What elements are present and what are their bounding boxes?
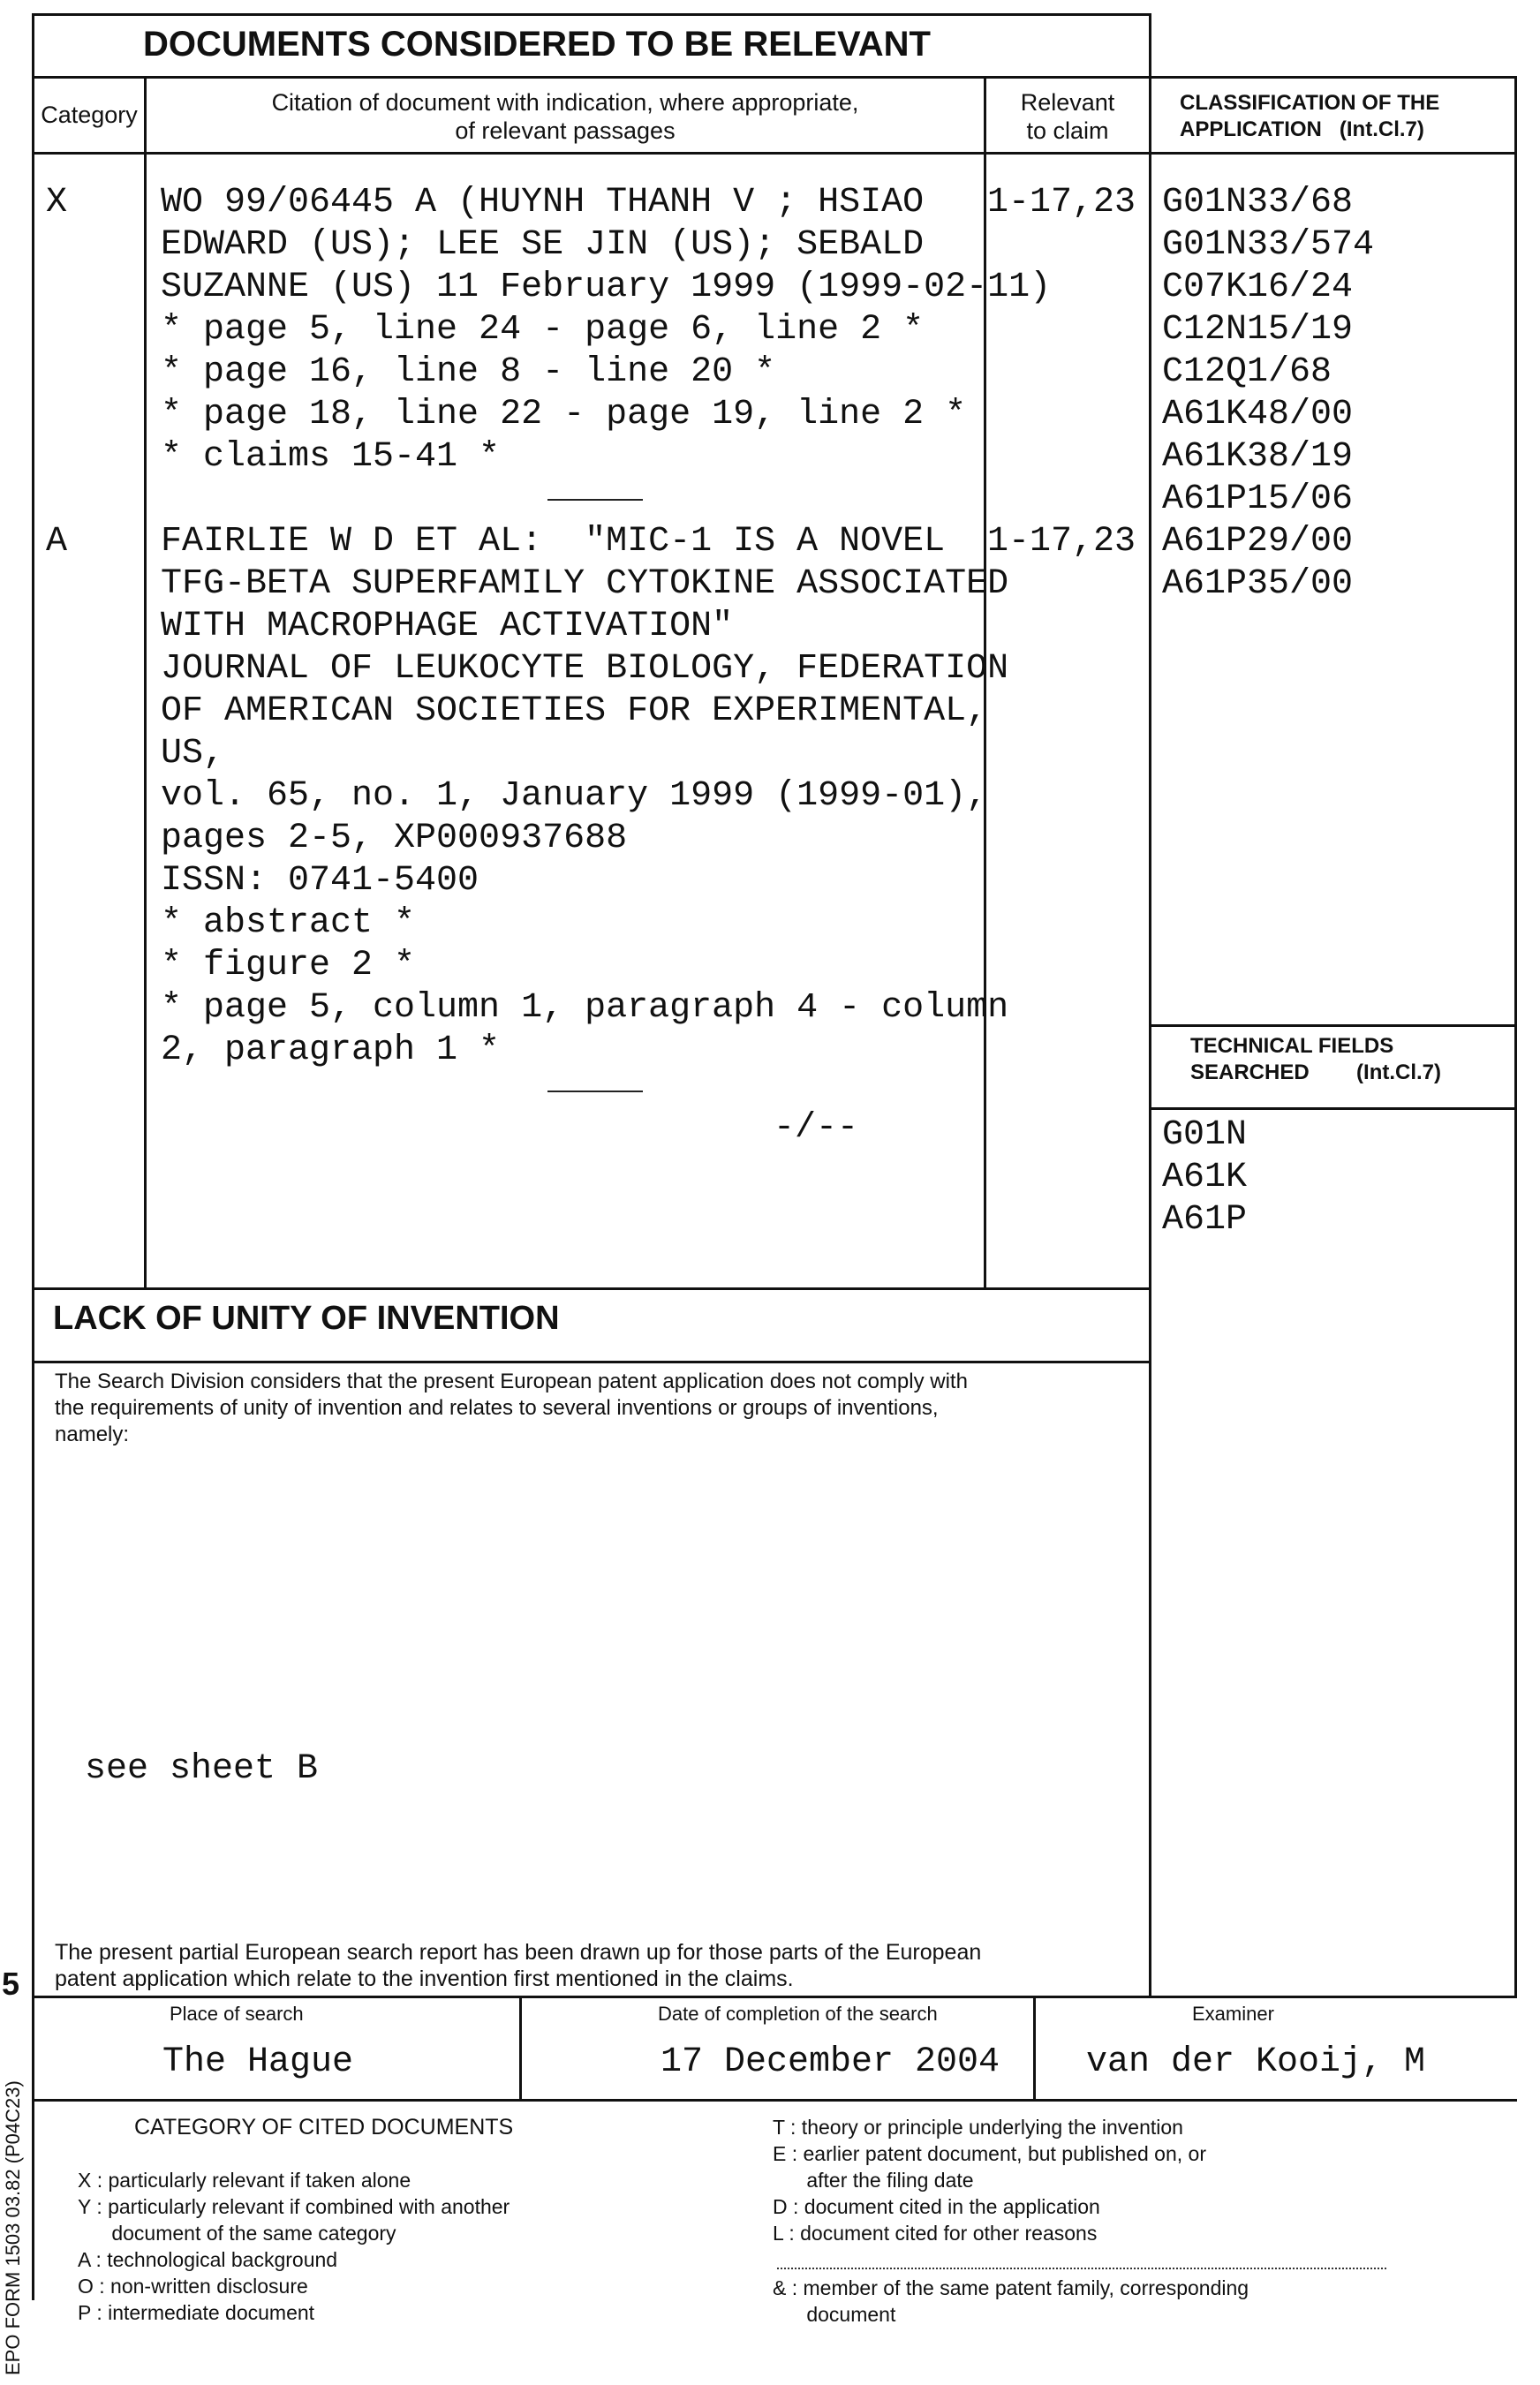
legend-title: CATEGORY OF CITED DOCUMENTS [134, 2114, 513, 2140]
relevant-header [986, 88, 1149, 145]
classification-header [1180, 90, 1515, 143]
citation-2-line: OF AMERICAN SOCIETIES FOR EXPERIMENTAL, [161, 691, 1008, 733]
legend-right-top [773, 2114, 1206, 2246]
classification-code: C12Q1/68 [1162, 351, 1374, 394]
place-of-search-label: Place of search [170, 2001, 304, 2027]
citation-1-line: * page 5, line 24 - page 6, line 2 * [161, 309, 1051, 351]
partial-report-line: patent application which relate to the invention first mentioned in the claims. [55, 1966, 981, 1992]
technical-field-code: A61K [1162, 1157, 1247, 1199]
technical-fields-codes [1162, 1114, 1247, 1242]
legend-entry: document [773, 2301, 1249, 2328]
citation-2-line: vol. 65, no. 1, January 1999 (1999-01), [161, 775, 1008, 818]
legend-entry: T : theory or principle underlying the invention [773, 2114, 1206, 2140]
citation-1-text [161, 182, 1051, 479]
lack-of-unity-line: namely: [55, 1422, 968, 1448]
legend-entry: X : particularly relevant if taken alone [78, 2167, 510, 2193]
see-sheet-reference: see sheet B [85, 1748, 318, 1791]
legend-entry: L : document cited for other reasons [773, 2220, 1206, 2246]
classification-code: A61K48/00 [1162, 394, 1374, 436]
citation-2-line: FAIRLIE W D ET AL: "MIC-1 IS A NOVEL [161, 521, 1008, 563]
legend-entry: P : intermediate document [78, 2299, 510, 2326]
legend-left [78, 2167, 510, 2326]
legend-entry: & : member of the same patent family, corresponding [773, 2275, 1249, 2301]
citation-2-line: * abstract * [161, 902, 1008, 945]
citation-2-line: US, [161, 733, 1008, 775]
technical-fields-label-2: SEARCHED (Int.Cl.7) [1190, 1060, 1508, 1086]
citation-1-relevant: 1-17,23 [987, 182, 1136, 224]
legend-dotted-divider [777, 2268, 1386, 2269]
classification-code: A61P15/06 [1162, 479, 1374, 521]
citation-header-line1: Citation of document with indication, where appropriate, [147, 88, 984, 117]
classification-code: A61P35/00 [1162, 563, 1374, 606]
relevant-header-line1: Relevant [986, 88, 1149, 117]
citation-2-line: * page 5, column 1, paragraph 4 - column [161, 987, 1008, 1030]
citation-2-line: * figure 2 * [161, 945, 1008, 987]
technical-fields-label-1: TECHNICAL FIELDS [1190, 1033, 1508, 1060]
technical-field-code: G01N [1162, 1114, 1247, 1157]
technical-field-code: A61P [1162, 1199, 1247, 1242]
citation-1-line: EDWARD (US); LEE SE JIN (US); SEBALD [161, 224, 1051, 267]
partial-report-note [55, 1939, 981, 1992]
legend-entry: A : technological background [78, 2246, 510, 2273]
legend-entry: O : non-written disclosure [78, 2273, 510, 2299]
continuation-marker: -/-- [774, 1107, 858, 1150]
citation-2-line: JOURNAL OF LEUKOCYTE BIOLOGY, FEDERATION [161, 648, 1008, 691]
citation-2-line: TFG-BETA SUPERFAMILY CYTOKINE ASSOCIATED [161, 563, 1008, 606]
citation-separator [547, 1091, 643, 1092]
citation-2-line: WITH MACROPHAGE ACTIVATION" [161, 606, 1008, 648]
classification-code: C07K16/24 [1162, 267, 1374, 309]
lack-of-unity-line: the requirements of unity of invention and relates to several inventions or groups of inventions, [55, 1395, 968, 1422]
examiner-label: Examiner [1192, 2001, 1274, 2027]
citation-1-category: X [46, 182, 67, 224]
category-header: Category [35, 101, 143, 129]
classification-code: A61P29/00 [1162, 521, 1374, 563]
examiner-value: van der Kooij, M [1086, 2042, 1425, 2084]
citation-1-line: * claims 15-41 * [161, 436, 1051, 479]
citation-2-text [161, 521, 1008, 1072]
legend-entry: document of the same category [78, 2220, 510, 2246]
citation-1-line: SUZANNE (US) 11 February 1999 (1999-02-11) [161, 267, 1051, 309]
legend-entry: D : document cited in the application [773, 2193, 1206, 2220]
classification-code: C12N15/19 [1162, 309, 1374, 351]
classification-header-line2: APPLICATION (Int.Cl.7) [1180, 117, 1515, 143]
classification-code: A61K38/19 [1162, 436, 1374, 479]
form-identifier: EPO FORM 1503 03.82 (P04C23) [2, 2080, 25, 2375]
citation-1-line: * page 16, line 8 - line 20 * [161, 351, 1051, 394]
partial-report-line: The present partial European search report has been drawn up for those parts of the European [55, 1939, 981, 1966]
page-title: DOCUMENTS CONSIDERED TO BE RELEVANT [143, 25, 931, 64]
lack-of-unity-text [55, 1369, 968, 1448]
citation-2-relevant: 1-17,23 [987, 521, 1136, 563]
citation-2-line: ISSN: 0741-5400 [161, 860, 1008, 902]
technical-fields-header [1190, 1033, 1508, 1086]
search-date-label: Date of completion of the search [658, 2001, 938, 2027]
relevant-header-line2: to claim [986, 117, 1149, 145]
classification-code: G01N33/574 [1162, 224, 1374, 267]
lack-of-unity-title: LACK OF UNITY OF INVENTION [53, 1300, 560, 1338]
citation-2-line: 2, paragraph 1 * [161, 1030, 1008, 1072]
legend-entry: Y : particularly relevant if combined with another [78, 2193, 510, 2220]
citation-header [147, 88, 984, 145]
citation-1-line: WO 99/06445 A (HUYNH THANH V ; HSIAO [161, 182, 1051, 224]
classification-code: G01N33/68 [1162, 182, 1374, 224]
place-of-search-value: The Hague [162, 2042, 353, 2084]
citation-1-line: * page 18, line 22 - page 19, line 2 * [161, 394, 1051, 436]
classification-header-line1: CLASSIFICATION OF THE [1180, 90, 1515, 117]
lack-of-unity-line: The Search Division considers that the present European patent application does not comply with [55, 1369, 968, 1395]
legend-entry: after the filing date [773, 2167, 1206, 2193]
legend-entry: E : earlier patent document, but published on, or [773, 2140, 1206, 2167]
citation-separator [547, 499, 643, 501]
citation-2-category: A [46, 521, 67, 563]
classification-codes [1162, 182, 1374, 606]
legend-right-bottom [773, 2275, 1249, 2328]
sheet-number: 5 [2, 1966, 19, 2003]
citation-2-line: pages 2-5, XP000937688 [161, 818, 1008, 860]
search-date-value: 17 December 2004 [661, 2042, 1000, 2084]
citation-header-line2: of relevant passages [147, 117, 984, 145]
